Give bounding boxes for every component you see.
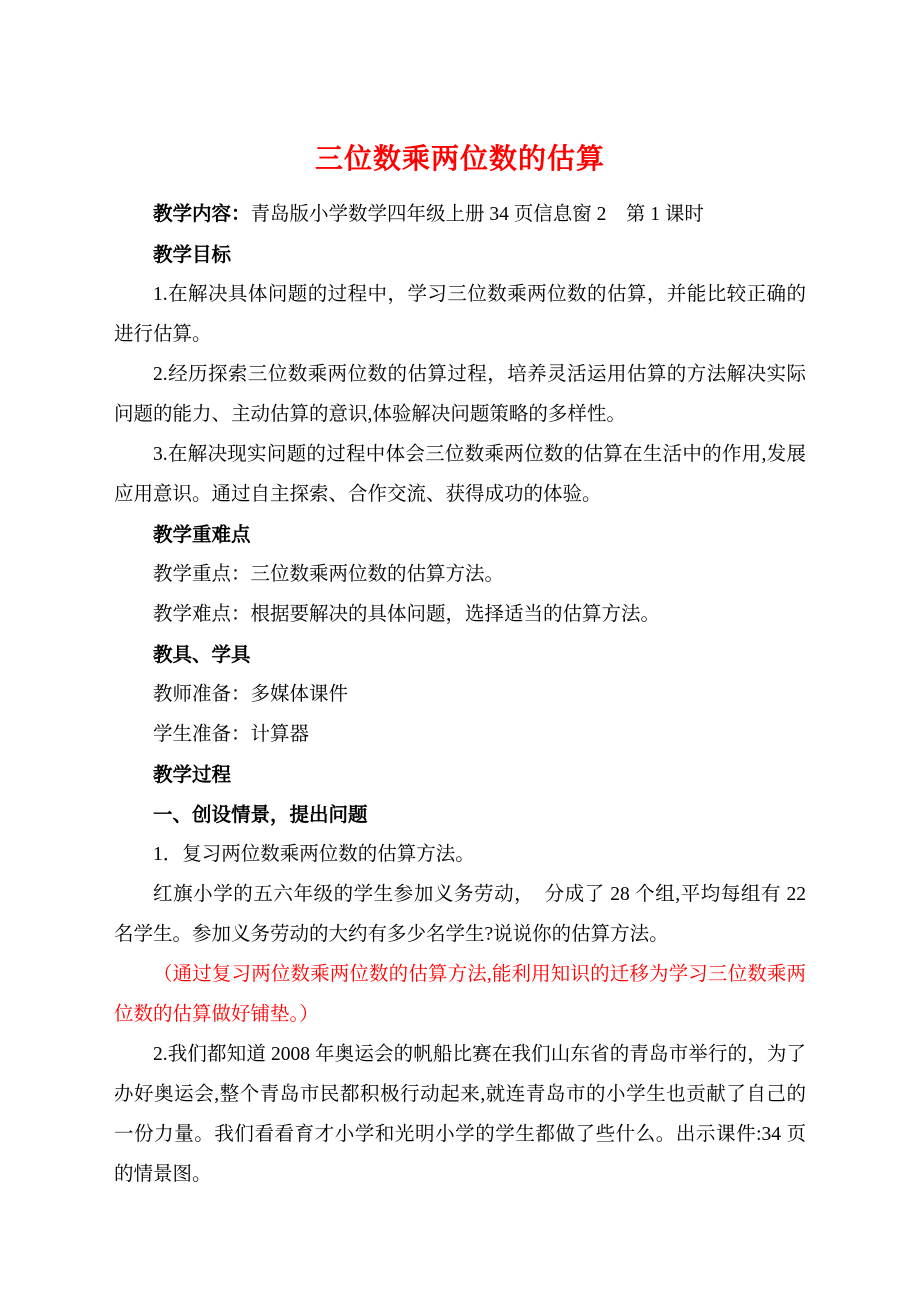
teaching-content-label: 教学内容： bbox=[153, 203, 251, 225]
heading-teaching-goals: 教学目标 bbox=[153, 244, 232, 266]
para-olympics-intro: 2.我们都知道 2008 年奥运会的帆船比赛在我们山东省的青岛市举行的，为了办好奥运会,整个青岛市民都积极行动起来,就连青岛市的小学生也贡献了自己的一份力量。我们看看育才小学和光明小学的学生都做了些什么。出示课件:34 页的情景图。 bbox=[114, 1044, 806, 1185]
para-goal-1: 1.在解决具体问题的过程中，学习三位数乘两位数的估算，并能比较正确的进行估算。 bbox=[114, 284, 806, 345]
para-goal-3: 3.在解决现实问题的过程中体会三位数乘两位数的估算在生活中的作用,发展应用意识。通过自主探索、合作交流、获得成功的体验。 bbox=[114, 444, 806, 505]
para-student-preparation: 学生准备：计算器 bbox=[153, 724, 310, 745]
doc-title: 三位数乘两位数的估算 bbox=[314, 144, 605, 175]
para-review-method: 1．复习两位数乘两位数的估算方法。 bbox=[153, 844, 475, 865]
para-teacher-preparation: 教师准备：多媒体课件 bbox=[153, 684, 349, 705]
para-hongqi-example: 红旗小学的五六年级的学生参加义务劳动， 分成了 28 个组,平均每组有 22 名学生。参加义务劳动的大约有多少名学生?说说你的估算方法。 bbox=[114, 884, 806, 945]
teaching-content-text: 青岛版小学数学四年级上册 34 页信息窗 2 第 1 课时 bbox=[250, 204, 704, 225]
para-teaching-content bbox=[114, 194, 806, 235]
heading-key-difficult-points: 教学重难点 bbox=[153, 524, 251, 546]
heading-section-1-create-scenario: 一、创设情景，提出问题 bbox=[153, 804, 368, 826]
para-key-point: 教学重点：三位数乘两位数的估算方法。 bbox=[153, 564, 505, 585]
para-difficult-point: 教学难点：根据要解决的具体问题，选择适当的估算方法。 bbox=[153, 604, 661, 625]
heading-teaching-aids: 教具、学具 bbox=[153, 644, 251, 666]
heading-teaching-process: 教学过程 bbox=[153, 764, 232, 786]
para-red-note: （通过复习两位数乘两位数的估算方法,能利用知识的迁移为学习三位数乘两位数的估算做好铺垫。） bbox=[114, 964, 806, 1025]
para-goal-2: 2.经历探索三位数乘两位数的估算过程，培养灵活运用估算的方法解决实际问题的能力、主动估算的意识,体验解决问题策略的多样性。 bbox=[114, 364, 806, 425]
